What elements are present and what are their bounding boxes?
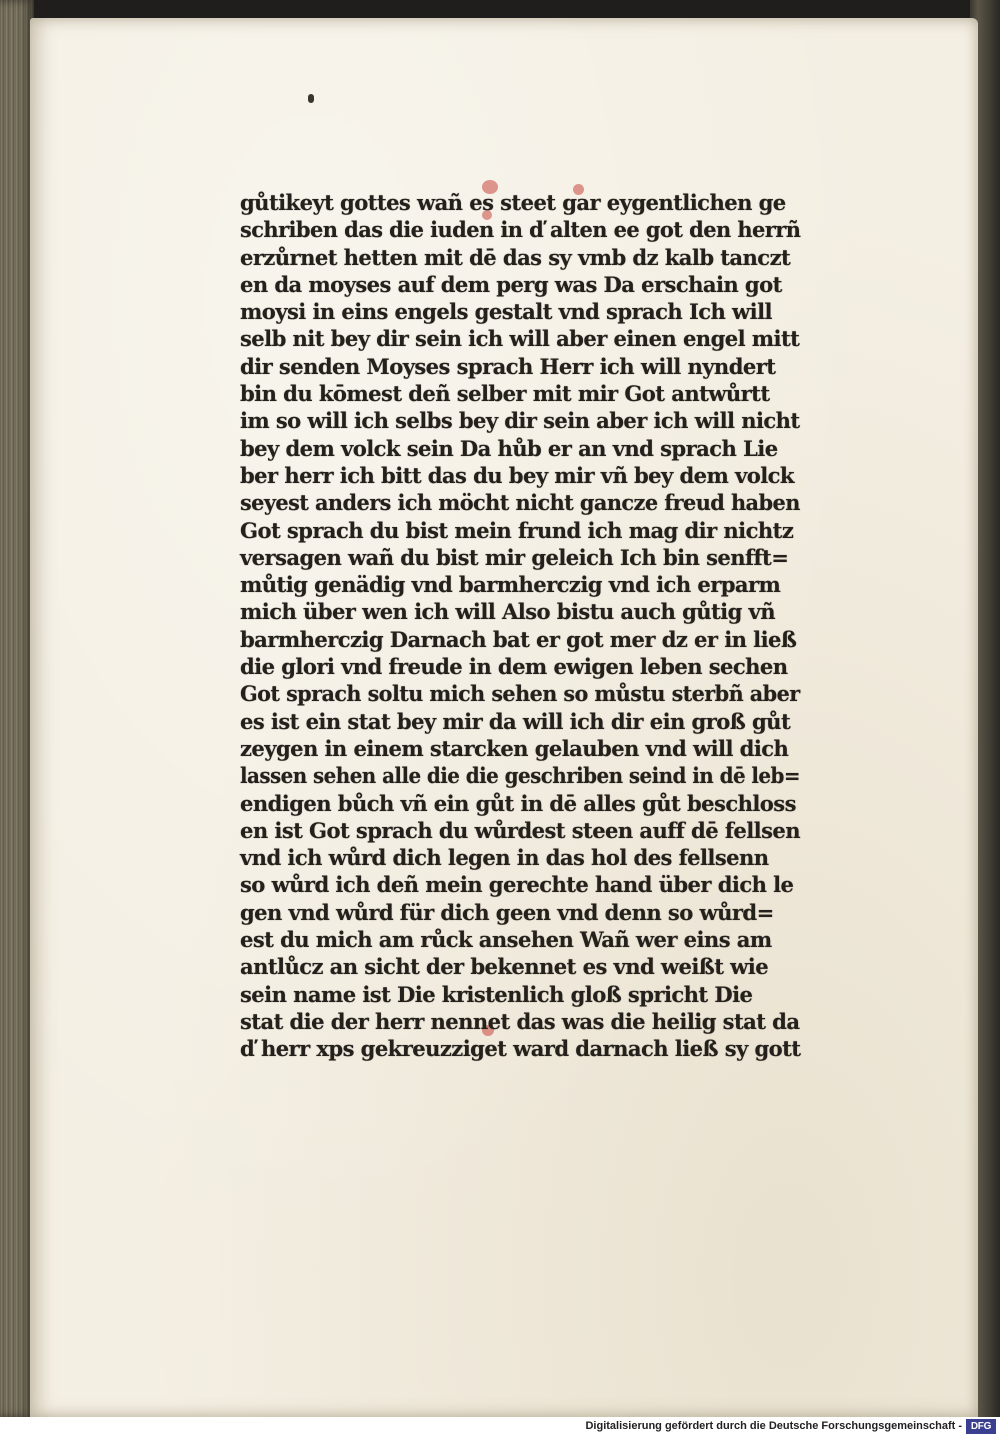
text-line: es ist ein stat bey mir da will ich dir ein groß gůt bbox=[240, 709, 791, 735]
footer-credit: Digitalisierung gefördert durch die Deutsche Forschungsgemeinschaft - bbox=[585, 1420, 962, 1432]
text-line: antlůcz an sicht der bekennet es vnd weißt wie bbox=[240, 955, 769, 981]
text-line: můtig genädig vnd barmherczig vnd ich erparm bbox=[240, 573, 781, 599]
text-line: en ist Got sprach du wůrdest steen auff dē fellsen bbox=[240, 818, 800, 844]
text-line: sein name ist Die kristenlich gloß spricht Die bbox=[240, 982, 753, 1008]
ink-dot-mark bbox=[308, 94, 314, 103]
text-line: dir senden Moyses sprach Herr ich will nyndert bbox=[240, 354, 776, 380]
text-line: est du mich am růck ansehen Wañ wer eins am bbox=[240, 928, 772, 954]
text-line: barmherczig Darnach bat er got mer dz er in ließ bbox=[240, 627, 797, 653]
text-line: seyest anders ich möcht nicht gancze freud haben bbox=[240, 491, 800, 517]
text-line: bey dem volck sein Da hůb er an vnd sprach Lie bbox=[240, 436, 778, 462]
text-line: zeygen in einem starcken gelauben vnd will dich bbox=[240, 736, 789, 762]
text-line: Got sprach du bist mein frund ich mag dir nichtz bbox=[240, 518, 794, 544]
text-line: lassen sehen alle die die geschriben seind in dē leb= bbox=[240, 764, 801, 790]
text-line: bin du kōmest deñ selber mit mir Got antwůrtt bbox=[240, 382, 770, 408]
page-stack-edges bbox=[0, 0, 34, 1417]
text-line: ber herr ich bitt das du bey mir vñ bey dem volck bbox=[240, 463, 794, 489]
text-line: selb nit bey dir sein ich will aber einen engel mitt bbox=[240, 327, 800, 353]
text-line: ď herr xps gekreuzziget ward darnach ließ sy gott bbox=[240, 1037, 801, 1063]
paper-page bbox=[30, 18, 978, 1417]
dfg-logo: DFG bbox=[966, 1419, 996, 1434]
text-line: die glori vnd freude in dem ewigen leben sechen bbox=[240, 655, 788, 681]
text-line: erzůrnet hetten mit dē das sy vmb dz kalb tanczt bbox=[240, 245, 791, 271]
text-line: im so will ich selbs bey dir sein aber ich will nicht bbox=[240, 409, 800, 435]
text-line: gen vnd wůrd für dich geen vnd denn so wůrd= bbox=[240, 900, 774, 926]
text-line: endigen bůch vñ ein gůt in dē alles gůt beschloss bbox=[240, 791, 796, 817]
text-line: gůtikeyt gottes wañ es steet gar eygentlichen ge bbox=[240, 191, 786, 216]
text-line: schriben das die iuden in ď alten ee got den herrñ bbox=[240, 218, 801, 244]
text-line: stat die der herr nennet das was die heilig stat da bbox=[240, 1009, 800, 1035]
text-line: en da moyses auf dem perg was Da erschain got bbox=[240, 272, 782, 298]
footer-bar bbox=[0, 1417, 1000, 1437]
text-line: vnd ich wůrd dich legen in das hol des fellsenn bbox=[240, 846, 769, 872]
text-line: moysi in eins engels gestalt vnd sprach Ich will bbox=[240, 300, 772, 326]
text-line: so wůrd ich deñ mein gerechte hand über dich le bbox=[240, 873, 794, 899]
text-line: Got sprach soltu mich sehen so můstu sterbñ aber bbox=[240, 682, 800, 708]
text-line: mich über wen ich will Also bistu auch gůtig vñ bbox=[240, 600, 776, 626]
text-column bbox=[240, 190, 810, 1064]
text-line: versagen wañ du bist mir geleich Ich bin senfft= bbox=[240, 545, 789, 571]
